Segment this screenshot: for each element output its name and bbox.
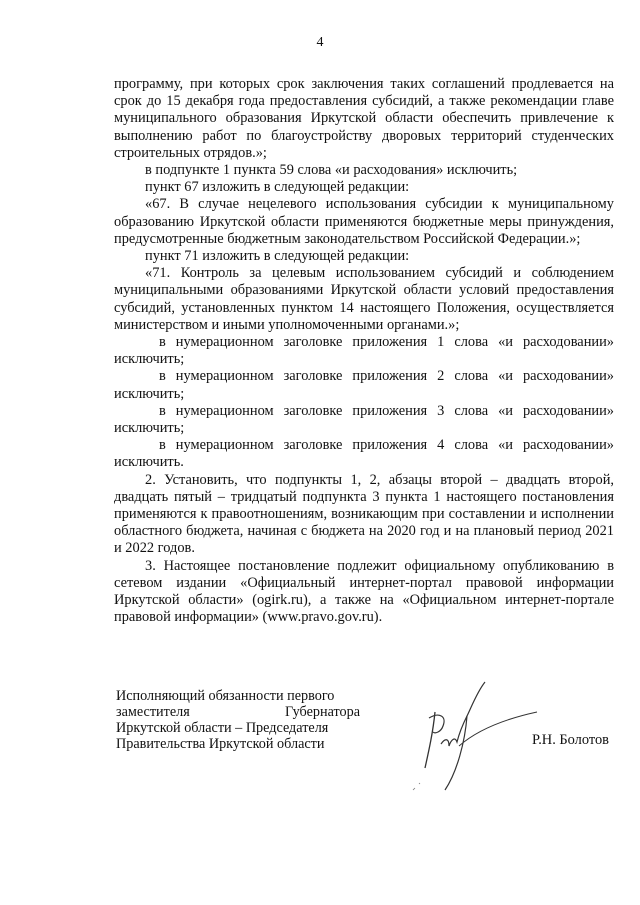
signatory-title-line: Иркутской области – Председателя [116, 720, 329, 736]
paragraph-point-67-text: «67. В случае нецелевого использования субсидии к муниципальному образованию Иркутской области применяются бюджетные меры принуждения, предусмотренные бюджетным законодательством Российской Федерации.»; [114, 196, 614, 247]
paragraph-amendment-59: в подпункте 1 пункта 59 слова «и расходования» исключить; [145, 162, 518, 179]
signatory-title [116, 688, 360, 752]
signer-name: Р.Н. Болотов [532, 732, 609, 748]
paragraph-appendix-2: в нумерационном заголовке приложения 2 слова «и расходовании» исключить; [114, 368, 614, 402]
paragraph-appendix-3: в нумерационном заголовке приложения 3 слова «и расходовании» исключить; [114, 402, 614, 437]
paragraph-point-67-intro: пункт 67 изложить в следующей редакции: [145, 179, 410, 196]
document-body [114, 76, 614, 627]
handwritten-signature [405, 672, 545, 802]
paragraph-continuation: программу, при которых срок заключения таких соглашений продлевается на срок до 15 декабря года предоставления субсидий, а также рекомендации главе муниципального образования Иркутской области обеспечить привлечение к выполнению работ по благоустройству дворовых территорий студенческих строительных отрядов.»; [114, 76, 614, 161]
paragraph-point-71-intro: пункт 71 изложить в следующей редакции: [145, 248, 410, 265]
paragraph-point-71-text: «71. Контроль за целевым использованием субсидий и соблюдением муниципальными образованиями Иркутской области условий предоставления субсидий, установленных пунктом 14 настоящего Положения, осуществляется министерством и иными уполномоченными органами.»; [114, 265, 614, 333]
paragraph-clause-2: 2. Установить, что подпункты 1, 2, абзацы второй – двадцать второй, двадцать пятый – тридцатый подпункта 3 пункта 1 настоящего постановления применяются к правоотношениям, возникающим при составлении и исполнении областного бюджета, начиная с бюджета на 2020 год и на плановый период 2021 и 2022 годов. [114, 471, 614, 557]
paragraph-clause-3: 3. Настоящее постановление подлежит официальному опубликованию в сетевом издании «Официальный интернет-портал правовой информации Иркутской области» (ogirk.ru), а также на «Официальном интернет-портале правовой информации» (www.pravo.gov.ru). [114, 557, 614, 626]
signatory-title-line: заместителя Губернатора [116, 704, 360, 720]
page-number: 4 [316, 35, 324, 50]
signatory-title-line: Правительства Иркутской области [116, 736, 325, 752]
paragraph-appendix-4: в нумерационном заголовке приложения 4 слова «и расходовании» исключить. [114, 437, 614, 471]
paragraph-appendix-1: в нумерационном заголовке приложения 1 слова «и расходовании» исключить; [114, 334, 614, 368]
signatory-title-line: Исполняющий обязанности первого [116, 688, 335, 704]
